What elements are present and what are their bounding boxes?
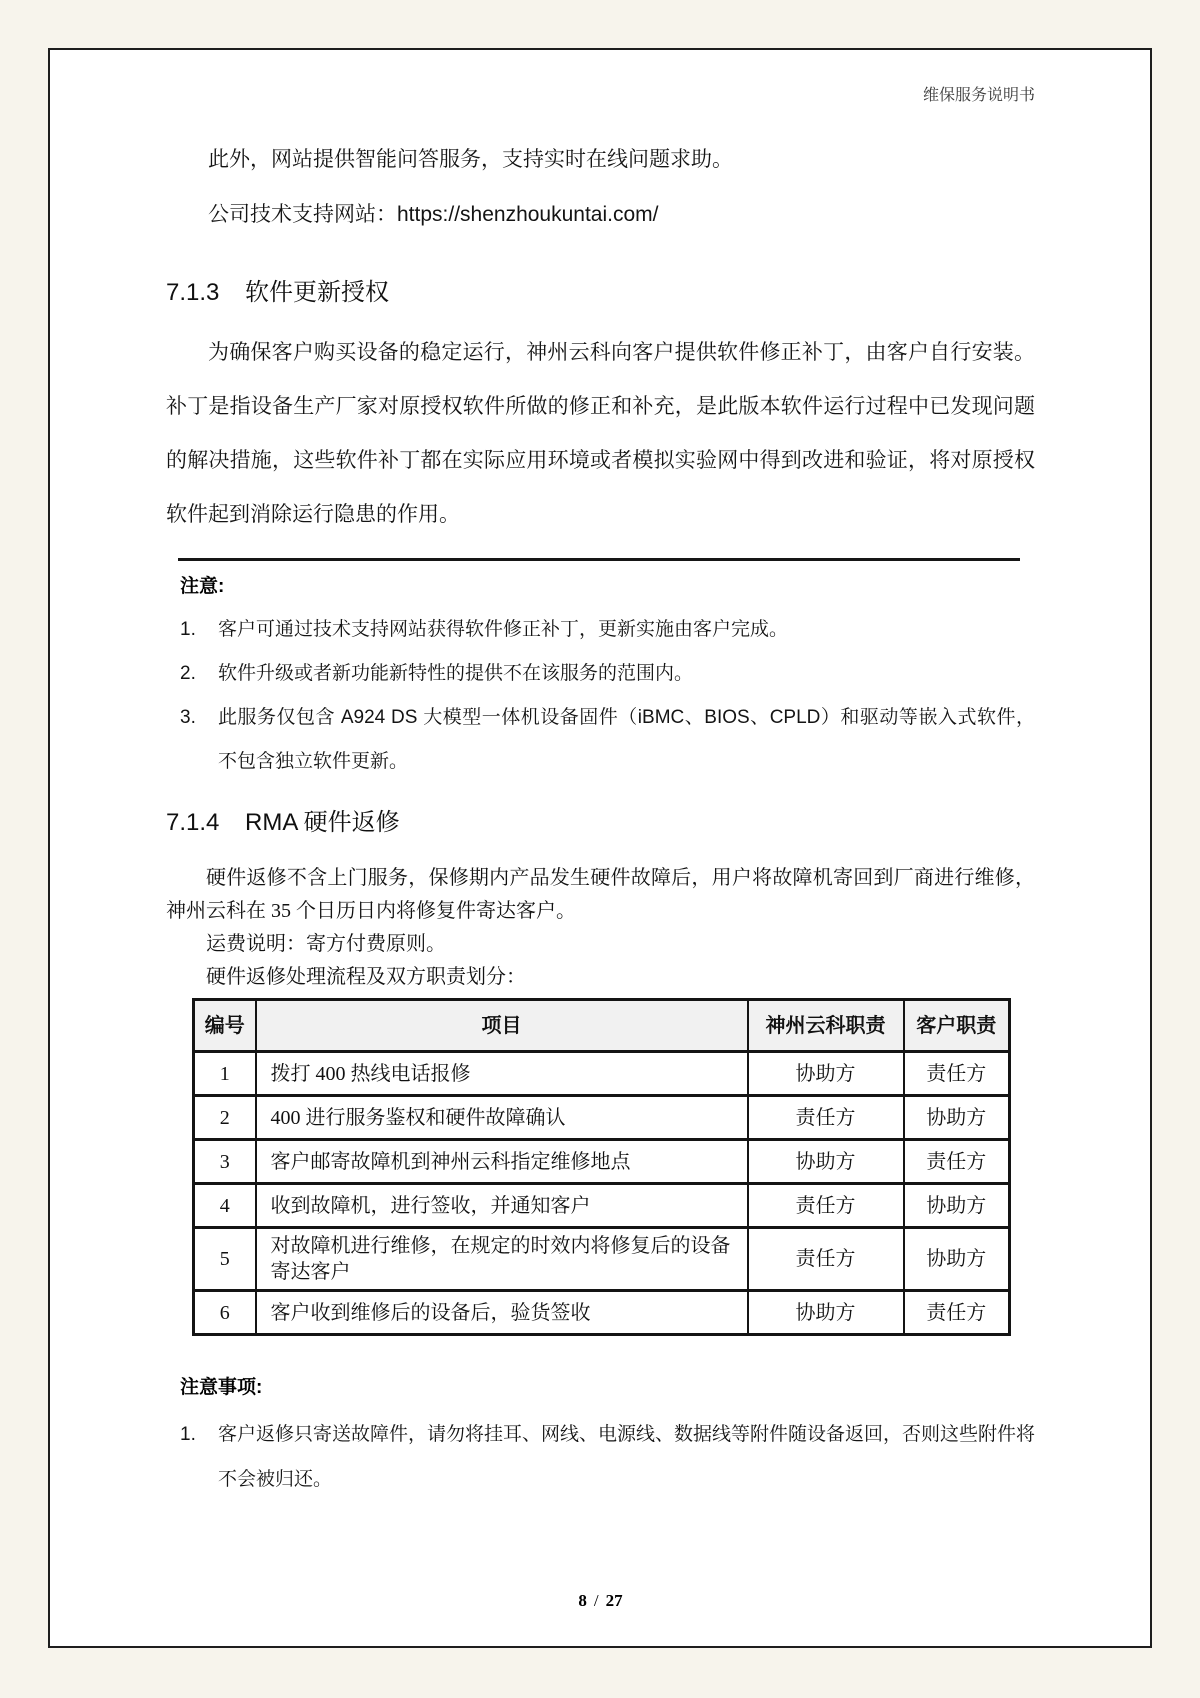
section-7-1-4-body [166,862,1035,994]
document-header-title: 维保服务说明书 [922,87,1035,104]
cell-item: 400 进行服务鉴权和硬件故障确认 [256,1096,748,1140]
list-item [180,1412,1035,1502]
list-item-text: 客户返修只寄送故障件，请勿将挂耳、网线、电源线、数据线等附件随设备返回，否则这些附件将不会被归还。 [218,1424,1036,1490]
cell-vendor-role: 协助方 [748,1052,904,1096]
list-item-text: 客户可通过技术支持网站获得软件修正补丁，更新实施由客户完成。 [218,619,789,640]
table-row [194,1184,1010,1228]
cell-vendor-role: 责任方 [748,1096,904,1140]
section-heading-7-1-4 [166,808,1035,838]
rma-paragraph: 硬件返修不含上门服务，保修期内产品发生硬件故障后，用户将故障机寄回到厂商进行维修，神州云科在 35 个日历日内将修复件寄达客户。 [166,867,1035,922]
cell-index: 1 [194,1052,256,1096]
page-frame [48,48,1152,1648]
list-item-number: 1. [180,1424,196,1445]
column-header: 编号 [194,1000,256,1052]
list-item [180,608,1035,652]
cell-customer-role: 责任方 [904,1291,1010,1335]
section-number: 7.1.3 [166,279,220,306]
column-header: 神州云科职责 [748,1000,904,1052]
list-item [180,652,1035,696]
section-title: RMA 硬件返修 [245,809,400,836]
intro-paragraph: 此外，网站提供智能问答服务，支持实时在线问题求助。 [208,148,733,171]
section-heading-7-1-3 [166,278,1035,308]
notice-list [180,1412,1035,1502]
list-item [180,696,1035,784]
column-header: 项目 [256,1000,748,1052]
section-title: 软件更新授权 [245,279,389,306]
table-row [194,1228,1010,1291]
cell-vendor-role: 协助方 [748,1140,904,1184]
page-content [50,86,1150,1502]
page-number-separator: / [593,1591,599,1610]
cell-index: 2 [194,1096,256,1140]
cell-item: 拨打 400 热线电话报修 [256,1052,748,1096]
list-item-text: 此服务仅包含 A924 DS 大模型一体机设备固件（iBMC、BIOS、CPLD）和驱动等嵌入式软件，不包含独立软件更新。 [218,707,1035,772]
table-row [194,1052,1010,1096]
shipping-note: 运费说明：寄方付费原则。 [206,933,446,955]
cell-vendor-role: 责任方 [748,1228,904,1291]
page-number-total: 27 [605,1591,623,1610]
notice-divider [178,558,1020,561]
section-number: 7.1.4 [166,809,220,836]
page-number-current: 8 [578,1591,587,1610]
table-row [194,1291,1010,1335]
list-item-number: 2. [180,663,196,684]
cell-customer-role: 协助方 [904,1228,1010,1291]
note-list [180,608,1035,784]
cell-item: 客户邮寄故障机到神州云科指定维修地点 [256,1140,748,1184]
cell-vendor-role: 协助方 [748,1291,904,1335]
list-item-text: 软件升级或者新功能新特性的提供不在该服务的范围内。 [218,663,694,684]
table-row [194,1140,1010,1184]
cell-index: 4 [194,1184,256,1228]
list-item-number: 1. [180,619,196,640]
support-site-label: 公司技术支持网站： [208,203,397,226]
support-site-url[interactable]: https://shenzhoukuntai.com/ [397,203,659,226]
page-number [168,1590,1033,1612]
cell-vendor-role: 责任方 [748,1184,904,1228]
note-label: 注意: [180,576,225,597]
column-header: 客户职责 [904,1000,1010,1052]
cell-index: 6 [194,1291,256,1335]
table-header-row [194,1000,1010,1052]
cell-customer-role: 责任方 [904,1052,1010,1096]
cell-item: 客户收到维修后的设备后，验货签收 [256,1291,748,1335]
cell-item: 对故障机进行维修，在规定的时效内将修复后的设备寄达客户 [256,1228,748,1291]
table-row [194,1096,1010,1140]
notice-label: 注意事项: [180,1377,263,1398]
cell-customer-role: 责任方 [904,1140,1010,1184]
cell-index: 5 [194,1228,256,1291]
rma-responsibility-table [192,998,1011,1336]
cell-index: 3 [194,1140,256,1184]
cell-customer-role: 协助方 [904,1096,1010,1140]
cell-item: 收到故障机，进行签收，并通知客户 [256,1184,748,1228]
table-intro: 硬件返修处理流程及双方职责划分： [206,966,526,988]
section-7-1-3-body: 为确保客户购买设备的稳定运行，神州云科向客户提供软件修正补丁，由客户自行安装。补丁是指设备生产厂家对原授权软件所做的修正和补充，是此版本软件运行过程中已发现问题的解决措施，这些软件补丁都在实际应用环境或者模拟实验网中得到改进和验证，将对原授权软件起到消除运行隐患的作用。 [166,341,1035,526]
support-site-line [208,201,1035,229]
list-item-number: 3. [180,707,196,728]
cell-customer-role: 协助方 [904,1184,1010,1228]
